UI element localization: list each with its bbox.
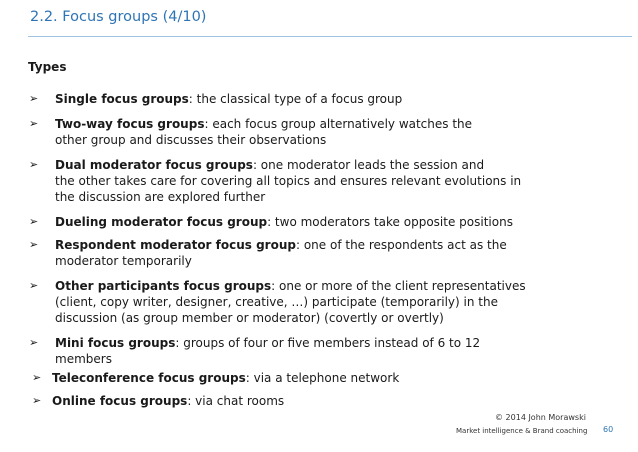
bullet-term: Dueling moderator focus group (55, 215, 268, 229)
bullet-description: : each focus group alternatively watches the (204, 117, 473, 131)
footer-subtitle: Market intelligence & Brand coaching (456, 427, 588, 435)
slide-title: 2.2. Focus groups (4/10) (30, 9, 207, 25)
bullet-line (55, 214, 610, 230)
bullet-description: : via a telephone network (245, 371, 400, 385)
bullet-term: Two-way focus groups (55, 117, 205, 131)
bullet-text (55, 116, 610, 148)
bullet-text (55, 335, 610, 367)
bullet-arrow-icon: ➢ (29, 279, 39, 292)
bullet-line: (client, copy writer, designer, creative, …) participate (temporarily) in the (55, 295, 498, 309)
bullet-line (55, 157, 610, 173)
bullet-text (55, 214, 610, 230)
bullet-arrow-icon: ➢ (29, 92, 39, 105)
bullet-term: Mini focus groups (55, 336, 176, 350)
bullet-line (55, 116, 610, 132)
bullet-text (55, 278, 610, 326)
bullet-term: Online focus groups (52, 394, 188, 408)
bullet-arrow-icon: ➢ (29, 117, 39, 130)
bullet-text (52, 370, 607, 386)
bullet-arrow-icon: ➢ (29, 238, 39, 251)
footer-copyright: © 2014 John Morawski (495, 413, 586, 422)
bullet-line (55, 278, 610, 294)
bullet-description: : one of the respondents act as the (295, 238, 507, 252)
bullet-line (55, 335, 610, 351)
bullet-term: Other participants focus groups (55, 279, 272, 293)
bullet-text (55, 157, 610, 205)
bullet-term: Respondent moderator focus group (55, 238, 296, 252)
bullet-description: : two moderators take opposite positions (267, 215, 513, 229)
bullet-term: Single focus groups (55, 92, 189, 106)
bullet-line: discussion (as group member or moderator) (covertly or overtly) (55, 311, 444, 325)
bullet-description: : groups of four or five members instead of 6 to 12 (175, 336, 481, 350)
bullet-arrow-icon: ➢ (32, 394, 42, 407)
section-heading: Types (28, 60, 67, 74)
bullet-description: : via chat rooms (187, 394, 285, 408)
bullet-description: : the classical type of a focus group (188, 92, 403, 106)
bullet-arrow-icon: ➢ (29, 215, 39, 228)
bullet-line: the discussion are explored further (55, 190, 266, 204)
bullet-arrow-icon: ➢ (29, 336, 39, 349)
bullet-description: : one moderator leads the session and (252, 158, 485, 172)
bullet-line: moderator temporarily (55, 254, 192, 268)
bullet-line: other group and discusses their observations (55, 133, 327, 147)
page-number: 60 (603, 425, 614, 434)
bullet-line (55, 91, 610, 107)
bullet-text (55, 91, 610, 107)
bullet-text (52, 393, 607, 409)
bullet-line: the other takes care for covering all topics and ensures relevant evolutions in (55, 174, 522, 188)
bullet-arrow-icon: ➢ (32, 371, 42, 384)
bullet-description: : one or more of the client representatives (271, 279, 526, 293)
bullet-line (52, 370, 607, 386)
bullet-line (52, 393, 607, 409)
bullet-text (55, 237, 610, 269)
bullet-line: members (55, 352, 112, 366)
bullet-line (55, 237, 610, 253)
bullet-term: Dual moderator focus groups (55, 158, 253, 172)
bullet-arrow-icon: ➢ (29, 158, 39, 171)
bullet-term: Teleconference focus groups (52, 371, 246, 385)
